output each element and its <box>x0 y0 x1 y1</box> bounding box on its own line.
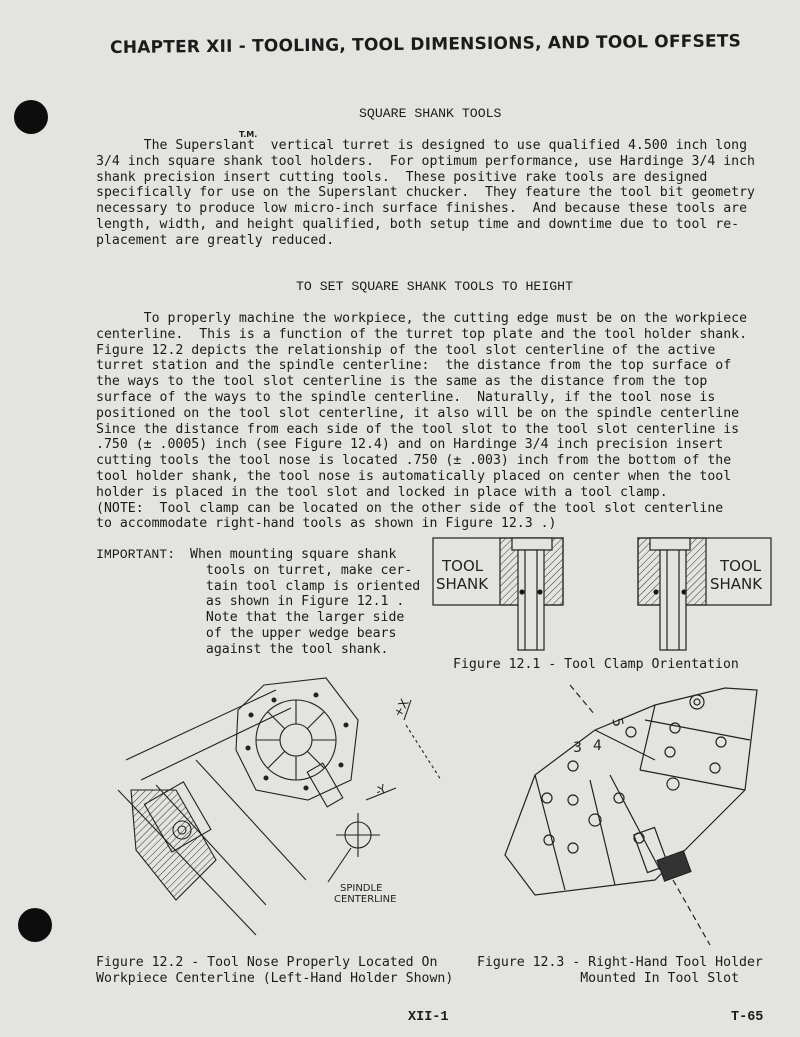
axis-y-label: -Y <box>373 781 389 799</box>
punch-hole-bottom <box>18 908 52 942</box>
chapter-title: CHAPTER XII - TOOLING, TOOL DIMENSIONS, AND TOOL OFFSETS <box>110 31 742 58</box>
section-heading-set-height: TO SET SQUARE SHANK TOOLS TO HEIGHT <box>296 279 573 294</box>
trademark-mark: T.M. <box>239 130 258 139</box>
clamp-left-assembly <box>433 538 563 650</box>
figure-12-3-caption: Figure 12.3 - Right-Hand Tool Holder Mounted In Tool Slot <box>477 955 763 986</box>
station-4-label: 4 <box>593 738 602 754</box>
spindle-label-line2: CENTERLINE <box>334 894 397 905</box>
axis-x-label: +X <box>390 696 412 720</box>
tool-shank-label-right-1: TOOL <box>720 557 762 575</box>
station-3-label: 3 <box>573 740 582 756</box>
paragraph-set-height: To properly machine the workpiece, the cutting edge must be on the workpiece centerline. This is a function of the turret top plate and the tool holder shank. Figure 12.2 depicts the relationship of the tool slot centerline of the active turret station and the spindle centerline: the distance from the top surface of the ways to the tool slot centerline is the same as the distance from the top surface of the ways to the spindle centerline. Naturally, if the tool nose is positioned on the tool slot centerline, it also will be on the spindle centerline Since the distance from each side of the tool slot to the tool slot centerline is .750 (± .0005) inch (see Figure 12.4) and on Hardinge 3/4 inch precision insert cutting tools the tool nose is located .750 (± .003) inch from the bottom of the tool holder shank, the tool nose is automatically placed on center when the tool holder is placed in the tool slot and locked in place with a tool clamp. (NOTE: Tool clamp can be located on the other side of the tool slot centerline to accommodate right-hand tools as shown in Figure 12.3 .) <box>96 311 748 532</box>
figure-12-1-caption: Figure 12.1 - Tool Clamp Orientation <box>453 657 739 672</box>
important-label: IMPORTANT: <box>96 547 176 562</box>
tool-shank-label-left-2: SHANK <box>436 575 489 593</box>
figure-12-1-clamp-orientation <box>430 536 775 656</box>
station-5-label: 5 <box>608 716 626 729</box>
paragraph-square-shank: The Superslant vertical turret is designed to use qualified 4.500 inch long 3/4 inch square shank tool holders. For optimum performance, use Hardinge 3/4 inch shank precision insert cutting tools. These positive rake tools are designed specifically for use on the Superslant chucker. They feature the tool bit geometry necessary to produce low micro-inch surface finishes. And because these tools are length, width, and height qualified, both setup time and downtime due to tool re- placement are greatly reduced. <box>96 138 755 248</box>
tool-shank-label-right-2: SHANK <box>710 575 763 593</box>
spindle-label-line1: SPINDLE <box>340 883 383 894</box>
figure-12-2-caption: Figure 12.2 - Tool Nose Properly Located On Workpiece Centerline (Left-Hand Holder Shown) <box>96 955 454 986</box>
section-heading-square-shank: SQUARE SHANK TOOLS <box>359 106 502 121</box>
turret-octagon <box>236 678 358 800</box>
tool-shank-label-left-1: TOOL <box>442 557 484 575</box>
figure-12-2-turret-diagram <box>96 670 456 950</box>
page-number-center: XII-1 <box>408 1010 449 1025</box>
clamp-screws <box>542 695 726 853</box>
page-number-right: T-65 <box>731 1010 764 1025</box>
figure-12-3-right-hand-holder <box>495 680 775 950</box>
punch-hole-top <box>14 100 48 134</box>
clamp-right-assembly <box>638 538 771 650</box>
important-note: When mounting square shank tools on turret, make cer- tain tool clamp is oriented as shown in Figure 12.1 . Note that the larger side of the upper wedge bears against the tool shank. <box>190 547 421 657</box>
